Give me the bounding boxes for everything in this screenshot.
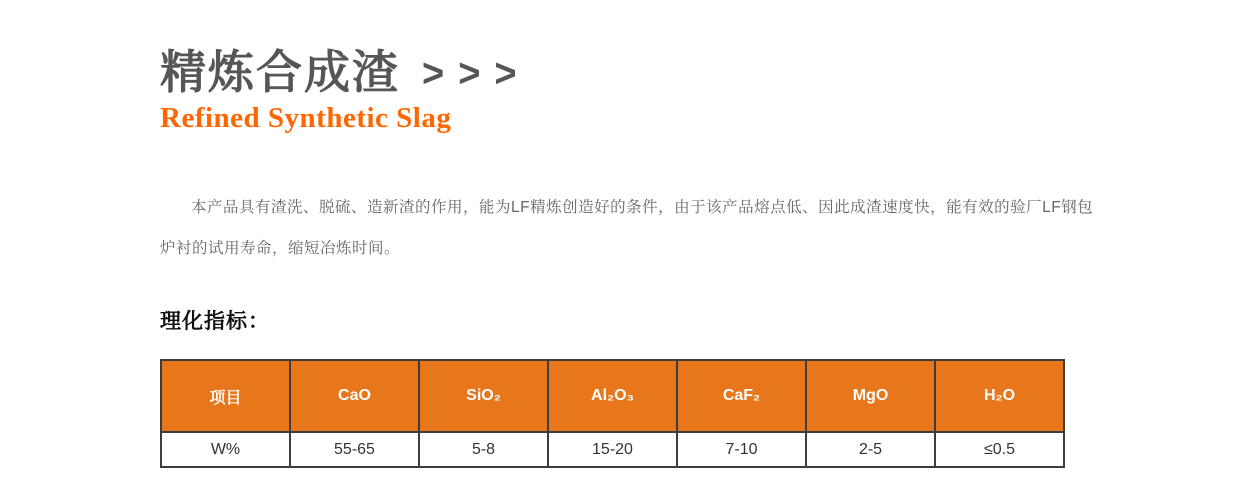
spec-table-cell: 5-8: [419, 432, 548, 467]
product-title-english: Refined Synthetic Slag: [160, 102, 452, 135]
spec-table-header-cell: SiO₂: [419, 360, 548, 432]
spec-table-header-cell: CaO: [290, 360, 419, 432]
product-description: 本产品具有渣洗、脱硫、造新渣的作用，能为LF精炼创造好的条件，由于该产品熔点低、因此成渣速度快，能有效的验厂LF钢包炉衬的试用寿命，缩短冶炼时间。: [160, 199, 1094, 258]
spec-table-cell: 7-10: [677, 432, 806, 467]
spec-table-cell: W%: [161, 432, 290, 467]
spec-table-cell: ≤0.5: [935, 432, 1064, 467]
spec-table-header-cell: Al₂O₃: [548, 360, 677, 432]
product-title-chinese: 精炼合成渣: [160, 46, 400, 98]
spec-table-header-cell: MgO: [806, 360, 935, 432]
page-title: [160, 48, 1250, 96]
spec-table-header-cell: H₂O: [935, 360, 1064, 432]
spec-table: [160, 359, 1065, 468]
title-chevrons-icon: >>>: [422, 51, 531, 96]
spec-table-header-cell: CaF₂: [677, 360, 806, 432]
spec-table-cell: 2-5: [806, 432, 935, 467]
spec-table-header-cell: 项目: [161, 360, 290, 432]
spec-table-row: [161, 432, 1064, 467]
spec-table-cell: 55-65: [290, 432, 419, 467]
spec-table-header-row: [161, 360, 1064, 432]
spec-table-cell: 15-20: [548, 432, 677, 467]
spec-section-heading: 理化指标：: [160, 310, 270, 334]
